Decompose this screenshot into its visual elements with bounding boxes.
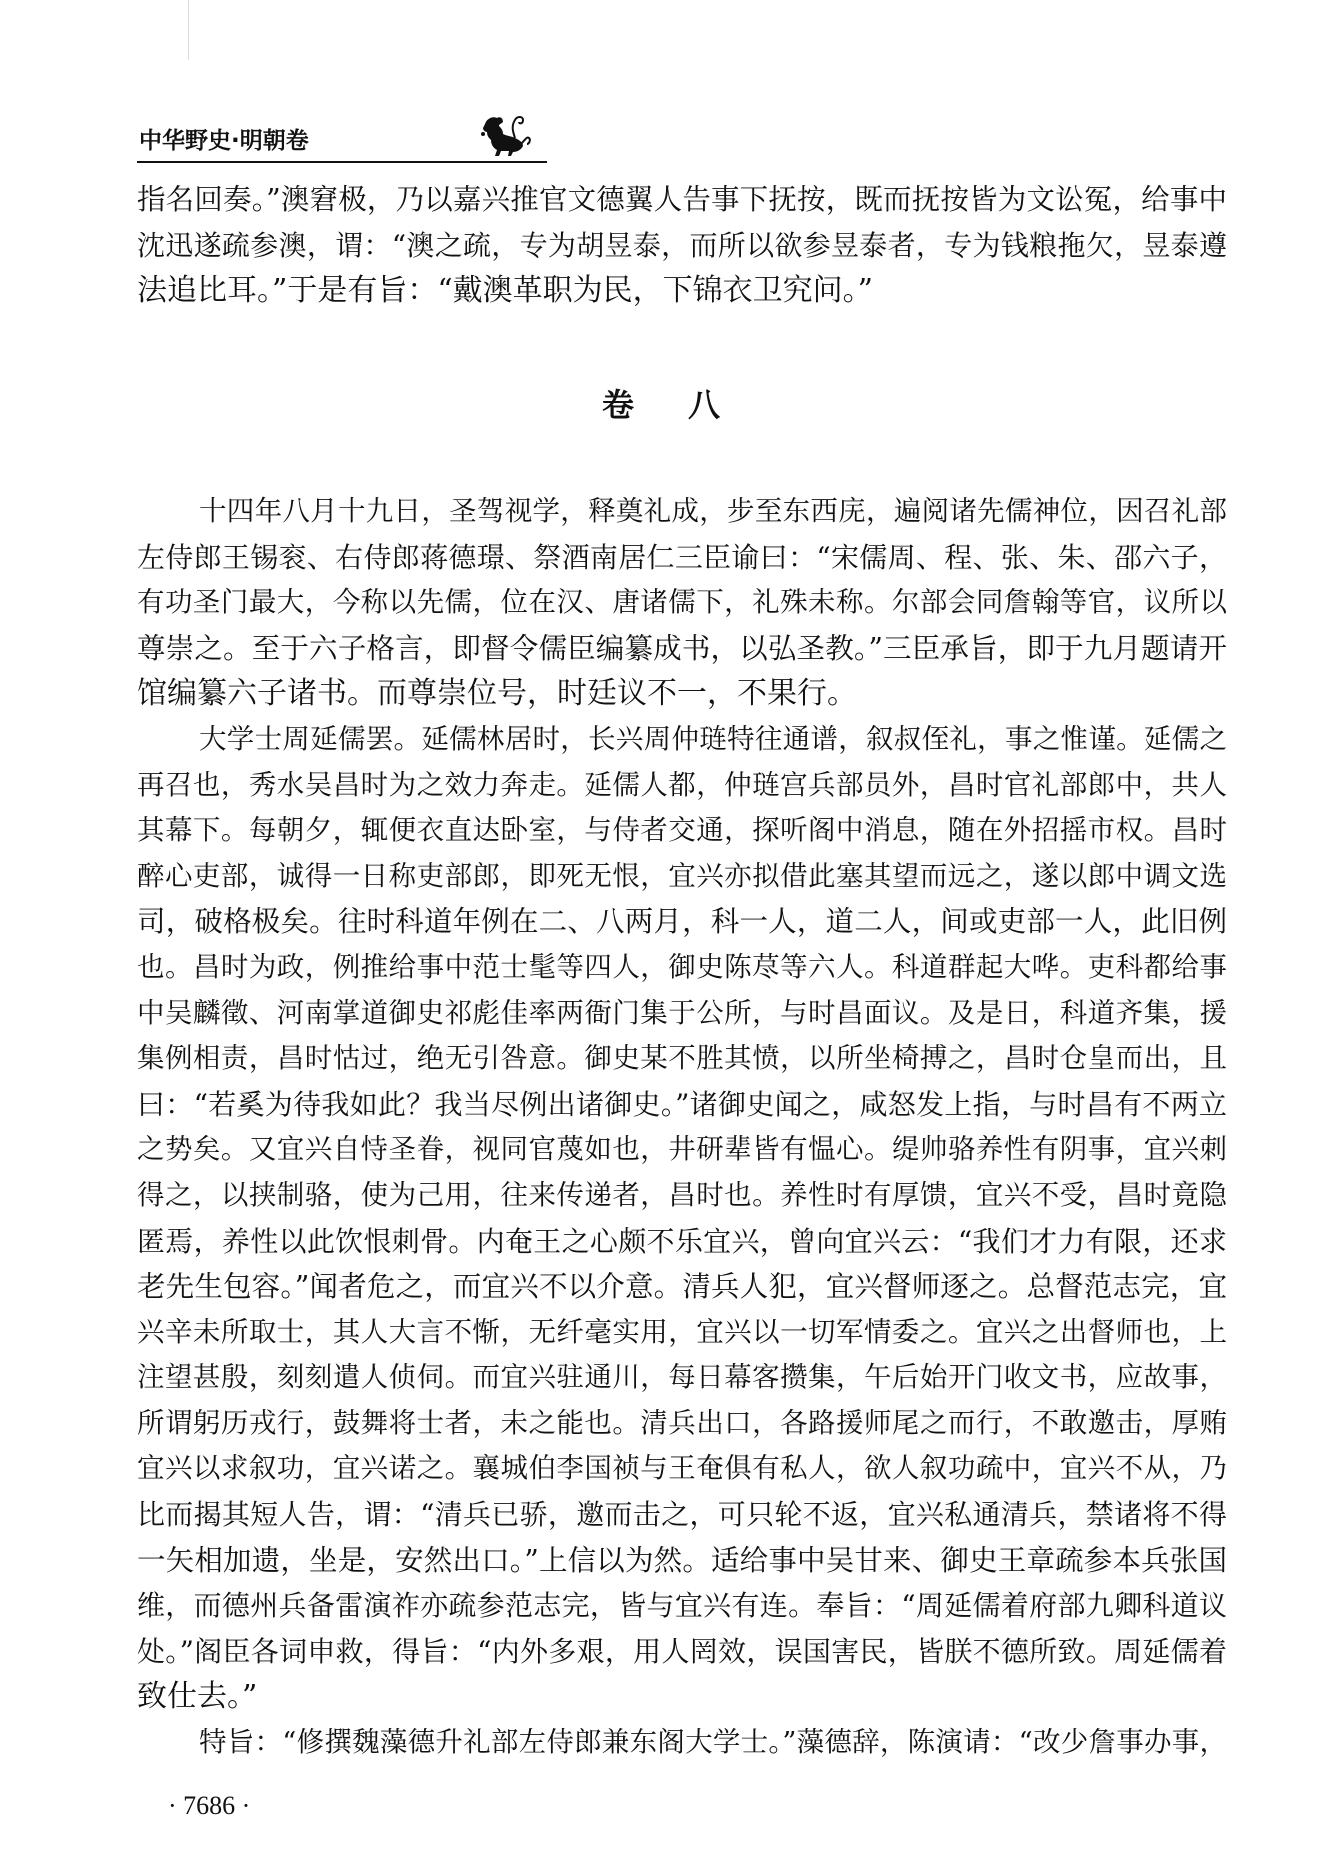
text-line: 也。昌时为政，例推给事中范士髦等四人，御史陈荩等六人。科道群起大哗。吏科都给事 [137,950,1227,983]
paragraph [137,1720,1227,1766]
text-line: 致仕去。” [137,1679,258,1715]
text-line: 处。”阁臣各词申救，得旨：“内外多艰，用人罔效，误国害民，皆朕不德所致。周延儒着 [137,1634,1227,1668]
text-line: 比而揭其短人告，谓：“清兵已骄，邀而击之，可只轮不返，宜兴私通清兵，禁诸将不得 [137,1498,1227,1532]
text-line: 所谓躬历戎行，鼓舞将士者，未之能也。清兵出口，各路援师尾之而行，不敢邀击，厚贿 [137,1406,1227,1439]
scan-crease-mark [188,0,189,60]
text-line: 曰：“若奚为待我如此？我当尽例出诸御史。”诸御史闻之，咸怒发上指，与时昌有不两立 [137,1087,1227,1121]
text-line: 大学士周延儒罢。延儒林居时，长兴周仲琏特往通谱，叙叔侄礼，事之惟谨。延儒之 [199,722,1227,755]
dragon-emblem-icon [477,110,535,160]
text-line: 特旨：“修撰魏藻德升礼部左侍郎兼东阁大学士。”藻德辞，陈演请：“改少詹事办事， [199,1726,1227,1759]
text-line: 尊崇之。至于六子格言，即督令儒臣编纂成书，以弘圣教。”三臣承旨，即于九月题请开 [137,631,1227,665]
text-line: 宜兴以求叙功，宜兴诺之。襄城伯李国祯与王奄俱有私人，欲人叙功疏中，宜兴不从，乃 [137,1452,1227,1485]
paragraph [137,717,1227,1720]
text-line: 维，而德州兵备雷演祚亦疏参范志完，皆与宜兴有连。奉旨：“周延儒着府部九卿科道议 [137,1589,1227,1623]
text-line: 有功圣门最大，今称以先儒，位在汉、唐诸儒下，礼殊未称。尔部会同詹翰等官，议所以 [137,586,1227,619]
text-line: 醉心吏部，诚得一日称吏部郎，即死无恨，宜兴亦拟借此塞其望而远之，遂以郎中调文选 [137,859,1227,892]
text-line: 匿焉，养性以此饮恨刺骨。内奄王之心颇不乐宜兴，曾向宜兴云：“我们才力有限，还求 [137,1224,1227,1258]
text-line: 十四年八月十九日，圣驾视学，释奠礼成，步至东西庑，遍阅诸先儒神位，因召礼部 [199,495,1227,527]
text-line: 司，破格极矣。往时科道年例在二、八两月，科一人，道二人，间或吏部一人，此旧例 [137,905,1227,939]
text-line: 再召也，秀水吴昌时为之效力奔走。延儒人都，仲琏宫兵部员外，昌时官礼部郎中，共人 [137,768,1227,801]
text-line: 馆编纂六子诸书。而尊崇位号，时廷议不一，不果行。 [137,676,857,712]
header-rule [137,161,547,163]
text-line: 兴辛未所取士，其人大言不惭，无纤毫实用，宜兴以一切军情委之。宜兴之出督师也，上 [137,1315,1227,1348]
continuation-text [137,177,1227,314]
running-header-title: 中华野史·明朝卷 [139,128,309,154]
text-line: 集例相责，昌时怙过，绝无引咎意。御史某不胜其愤，以所坐椅搏之，昌时仓皇而出，且 [137,1042,1227,1075]
paragraph [137,489,1227,717]
body-text [137,489,1227,1766]
text-line: 老先生包容。”闻者危之，而宜兴不以介意。清兵人犯，宜兴督师逐之。总督范志完，宜 [137,1270,1227,1304]
text-line: 指名回奏。”澳窘极，乃以嘉兴推官文德翼人告事下抚按，既而抚按皆为文讼冤，给事中 [137,183,1227,216]
page-number: · 7686 · [168,1791,251,1820]
text-line: 注望甚殷，刻刻遣人侦伺。而宜兴驻通川，每日幕客攒集，午后始开门收文书，应故事， [137,1361,1227,1394]
text-line: 其幕下。每朝夕，辄便衣直达卧室，与侍者交通，探听阁中消息，随在外招摇市权。昌时 [137,814,1227,847]
text-line: 法追比耳。”于是有旨：“戴澳革职为民，下锦衣卫究问。” [137,273,874,309]
text-line: 中吴麟徵、河南掌道御史祁彪佳率两衙门集于公所，与时昌面议。及是日，科道齐集，援 [137,996,1227,1029]
running-header [137,110,547,166]
text-line: 沈迅遂疏参澳，谓：“澳之疏，专为胡昱泰，而所以欲参昱泰者，专为钱粮拖欠，昱泰遵 [137,228,1227,262]
text-line: 一矢相加遗，坐是，安然出口。”上信以为然。适给事中吴甘来、御史王章疏参本兵张国 [137,1543,1227,1577]
section-heading: 卷八 [601,386,774,424]
text-line: 得之，以挟制骆，使为己用，往来传递者，昌时也。养性时有厚馈，宜兴不受，昌时竟隐 [137,1178,1227,1211]
text-line: 之势矣。又宜兴自恃圣眷，视同官蔑如也，井研辈皆有愠心。缇帅骆养性有阴事，宜兴刺 [137,1133,1227,1166]
text-line: 左侍郎王锡衮、右侍郎蒋德璟、祭酒南居仁三臣谕曰：“宋儒周、程、张、朱、邵六子， [137,540,1227,574]
